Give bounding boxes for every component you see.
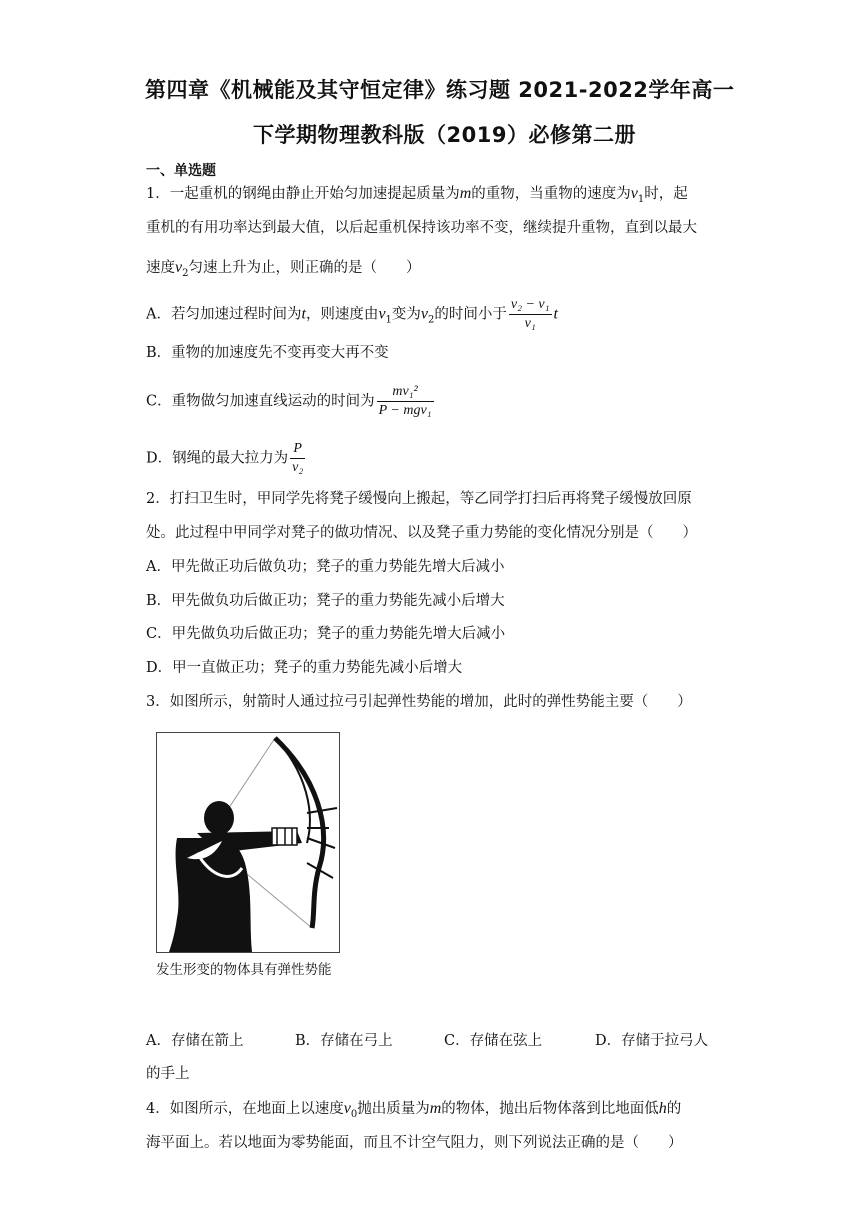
q3-option-a: A．存储在箭上 xyxy=(146,1033,244,1049)
archer-figure xyxy=(156,732,340,953)
q1-option-a: A．若匀加速过程时间为t，则速度由$v_1$变为$v_2$的时间小于 $\frac{\text{v₂ − v₁}}{\text{v₁}}$ t xyxy=(146,297,558,331)
q2-option-c: C．甲先做负功后做正功；凳子的重力势能先增大后减小 xyxy=(146,626,506,642)
q1-option-d: D．钢绳的最大拉力为 $\frac{P}{\text{v₂}}$ xyxy=(146,441,304,475)
q2-option-d: D．甲一直做正功；凳子的重力势能先减小后增大 xyxy=(146,660,463,676)
q3-option-c: C．存储在弦上 xyxy=(444,1033,543,1049)
q2-line2: 处。此过程中甲同学对凳子的做功情况、以及凳子重力势能的变化情况分别是（ ） xyxy=(146,525,697,541)
q1-c-fraction: $\frac{\text{mv₁²}}{\text{P − mgv₁}}$ xyxy=(378,384,432,418)
q4-line1: 4．如图所示，在地面上以速度$v_0$抛出质量为m的物体，抛出后物体落到比地面低h的 xyxy=(146,1100,682,1120)
q2-option-b: B．甲先做负功后做正功；凳子的重力势能先减小后增大 xyxy=(146,593,505,609)
section-heading: 一、单选题 xyxy=(146,163,216,179)
page-title-line2: 下学期物理教科版（2019）必修第二册 xyxy=(253,123,636,147)
q1-line2: 重机的有用功率达到最大值，以后起重机保持该功率不变，继续提升重物，直到以最大 xyxy=(146,220,697,236)
q3-line1: 3．如图所示，射箭时人通过拉弓引起弹性势能的增加，此时的弹性势能主要（ ） xyxy=(146,694,692,710)
q3-option-b: B．存储在弓上 xyxy=(295,1033,393,1049)
q1-line1: 1．一起重机的钢绳由静止开始匀加速提起质量为m的重物，当重物的速度为$v_1$时，起 xyxy=(146,185,688,205)
q1-d-fraction: $\frac{P}{\text{v₂}}$ xyxy=(292,441,304,475)
q2-line1: 2．打扫卫生时，甲同学先将凳子缓慢向上搬起，等乙同学打扫后再将凳子缓慢放回原 xyxy=(146,491,692,507)
q2-option-a: A．甲先做正功后做负功；凳子的重力势能先增大后减小 xyxy=(146,559,505,575)
q1-a-fraction: $\frac{\text{v₂ − v₁}}{\text{v₁}}$ xyxy=(510,297,550,331)
q1-option-c: C．重物做匀加速直线运动的时间为 $\frac{\text{mv₁²}}{\text{P − mgv₁}}$ xyxy=(146,384,432,418)
q1-line3: 速度$v_2$匀速上升为止，则正确的是（ ） xyxy=(146,259,421,279)
figure-caption: 发生形变的物体具有弹性势能 xyxy=(156,962,332,978)
q3-option-d-cont: 的手上 xyxy=(146,1066,190,1082)
q4-line2: 海平面上。若以地面为零势能面，而且不计空气阻力，则下列说法正确的是（ ） xyxy=(146,1135,683,1151)
page-title-line1: 第四章《机械能及其守恒定律》练习题 2021-2022学年高一 xyxy=(145,78,735,102)
q3-option-d: D．存储于拉弓人 xyxy=(595,1033,709,1049)
q1-option-b: B．重物的加速度先不变再变大再不变 xyxy=(146,345,389,361)
archer-illustration xyxy=(157,733,339,952)
